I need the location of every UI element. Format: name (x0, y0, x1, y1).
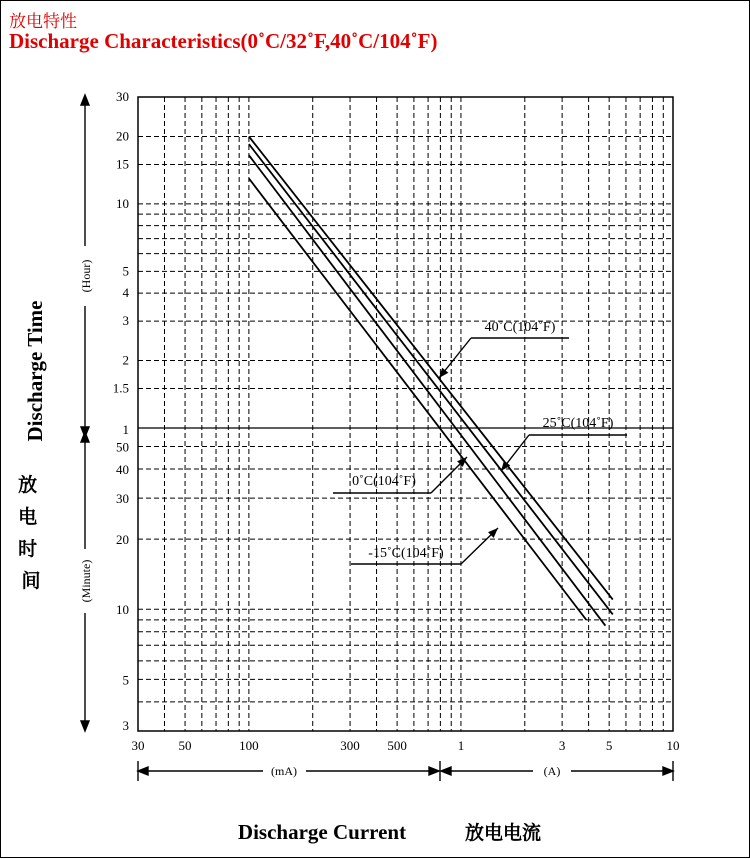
chart-title-cn: 放电特性 (9, 12, 77, 32)
y-tick-label: 15 (116, 156, 129, 172)
y-tick-label: 10 (116, 602, 129, 618)
y-tick-label: 1 (122, 422, 129, 437)
series-annotation-label: 25˚C(104˚F) (542, 416, 614, 431)
y-tick-label: 5 (122, 263, 129, 279)
y-tick-label: 2 (122, 352, 129, 368)
y-tick-label: 3 (122, 313, 129, 329)
y-tick-label: 20 (116, 128, 129, 144)
y-tick-label: 5 (122, 672, 129, 688)
y-unit-hour: (Hour) (79, 259, 93, 293)
y-axis-label: Discharge Time (23, 300, 47, 442)
y-tick-label: 30 (116, 89, 129, 104)
y-unit-minute: (Minute) (79, 559, 93, 603)
y-tick-label: 40 (116, 462, 129, 478)
y-tick-label: 3 (122, 718, 129, 733)
x-tick-label: 30 (131, 738, 145, 753)
y-tick-label: 30 (116, 491, 129, 507)
y-tick-label: 20 (116, 532, 129, 548)
x-tick-label: 500 (387, 738, 407, 753)
x-tick-label: 50 (178, 738, 192, 753)
series-annotation-label: -15˚C(104˚F) (368, 546, 444, 561)
y-tick-label: 1.5 (112, 380, 129, 396)
y-tick-label: 50 (116, 439, 129, 455)
x-unit-ma: (mA) (271, 764, 297, 778)
x-tick-label: 5 (605, 738, 613, 753)
x-tick-label: 10 (666, 738, 680, 753)
x-axis-label-cn: 放电电流 (464, 822, 542, 844)
series-line (249, 136, 613, 599)
y-axis-label-cn: 放 电 时 间 (18, 474, 41, 592)
x-axis-label: Discharge Current (237, 820, 407, 844)
chart-title: Discharge Characteristics(0˚C/32˚F,40˚C/104˚F) (9, 29, 438, 53)
y-tick-label: 4 (122, 285, 129, 301)
series-annotation-label: 40˚C(104˚F) (484, 320, 556, 335)
x-unit-a: (A) (543, 764, 561, 778)
x-tick-label: 3 (558, 738, 566, 753)
x-tick-label: 1 (457, 738, 465, 753)
grid (138, 97, 673, 731)
x-tick-label: 300 (340, 738, 360, 753)
plot-area (138, 97, 673, 731)
series-annotation-label: 0˚C(104˚F) (352, 474, 416, 489)
y-tick-label: 10 (116, 195, 129, 211)
discharge-chart (1, 1, 750, 859)
x-tick-label: 100 (239, 738, 259, 753)
